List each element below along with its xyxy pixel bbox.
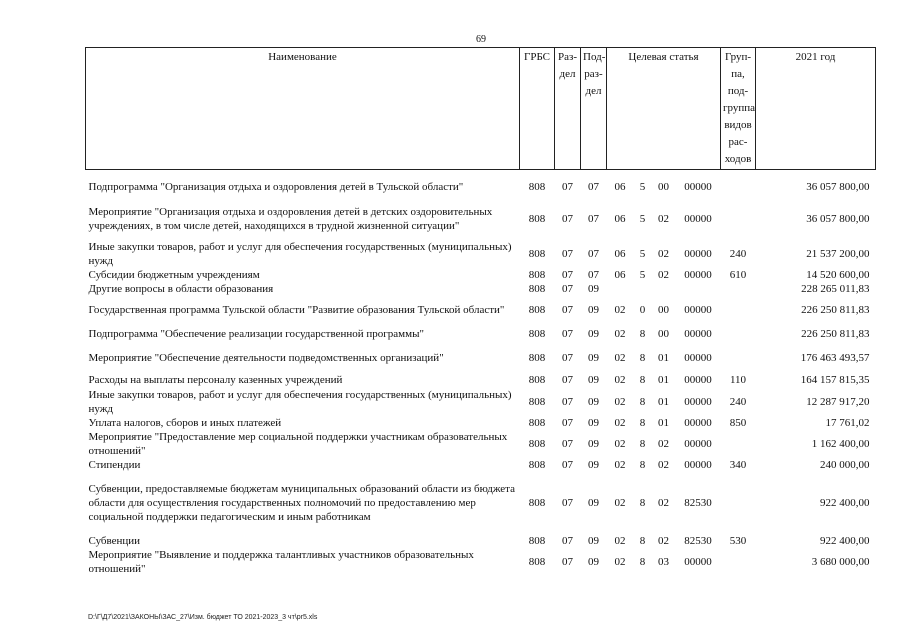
cell-sum: 226 250 811,83 (801, 328, 870, 340)
cell-rz: 07 (562, 374, 573, 386)
cell-t2: 8 (639, 556, 646, 568)
cell-name: Иные закупки товаров, работ и услуг для обеспечения государственных (муниципальных) нужд (88, 389, 512, 415)
cell-grbs: 808 (528, 328, 546, 340)
cell-sum: 228 265 011,83 (801, 283, 870, 295)
cell-sum: 21 537 200,00 (806, 248, 870, 260)
cell-t4: 00000 (684, 556, 712, 568)
cell-t1: 02 (614, 328, 626, 340)
table-row (86, 176, 876, 198)
cell-t4: 00000 (684, 396, 712, 408)
table-row (86, 240, 876, 268)
cell-t2: 5 (639, 213, 646, 225)
cell-t2 (634, 282, 652, 296)
cell-t4: 00000 (684, 459, 712, 471)
cell-sum: 36 057 800,00 (806, 181, 870, 193)
cell-t3: 01 (658, 417, 669, 429)
cell-grp: 240 (729, 248, 747, 260)
cell-t3: 02 (658, 438, 669, 450)
cell-t4: 00000 (684, 438, 712, 450)
header-razdel: Раз- дел (555, 48, 581, 170)
table-row (86, 458, 876, 472)
cell-name: Стипендии (88, 459, 141, 471)
table-row (86, 198, 876, 240)
cell-sum: 3 680 000,00 (811, 556, 870, 568)
cell-rz: 07 (562, 248, 573, 260)
cell-t3: 00 (658, 181, 669, 193)
cell-t3: 00 (658, 328, 669, 340)
table-row (86, 472, 876, 534)
cell-rz: 07 (562, 181, 573, 193)
cell-pr: 09 (588, 352, 599, 364)
cell-name: Расходы на выплаты персоналу казенных учреждений (88, 374, 343, 386)
cell-t3 (652, 282, 676, 296)
cell-grp: 610 (729, 269, 747, 281)
header-name: Наименование (86, 48, 520, 170)
header-target: Целевая статья (607, 48, 721, 170)
cell-name: Мероприятие "Обеспечение деятельности подведомственных организаций" (88, 352, 444, 364)
cell-sum: 922 400,00 (820, 535, 870, 547)
cell-t1: 06 (614, 181, 626, 193)
cell-t3: 02 (658, 459, 669, 471)
header-year: 2021 год (756, 48, 876, 170)
cell-name: Субвенции (88, 535, 141, 547)
cell-grp (721, 296, 756, 324)
cell-grbs: 808 (528, 497, 546, 509)
cell-grp (721, 324, 756, 344)
cell-grbs: 808 (528, 283, 546, 295)
table-header-row (86, 48, 876, 170)
table-row (86, 534, 876, 548)
cell-t2: 5 (639, 269, 646, 281)
cell-name: Субвенции, предоставляемые бюджетам муниципальных образований области из бюджета области для осуществления государственных полномочий по предоставлению мер социальной поддержки педагогическим и иным работникам (88, 483, 515, 523)
cell-grbs: 808 (528, 304, 546, 316)
cell-t2: 8 (639, 438, 646, 450)
table-row (86, 430, 876, 458)
cell-name: Субсидии бюджетным учреждениям (88, 269, 260, 281)
cell-t2: 5 (639, 248, 646, 260)
cell-grp (721, 282, 756, 296)
cell-rz: 07 (562, 328, 573, 340)
cell-rz: 07 (562, 396, 573, 408)
cell-t1: 02 (614, 459, 626, 471)
cell-name: Подпрограмма "Обеспечение реализации государственной программы" (88, 328, 424, 340)
table-row (86, 344, 876, 372)
cell-rz: 07 (562, 283, 573, 295)
cell-t4: 00000 (684, 304, 712, 316)
cell-grp (721, 472, 756, 534)
cell-pr: 09 (588, 283, 599, 295)
cell-rz: 07 (562, 213, 573, 225)
cell-grbs: 808 (528, 352, 546, 364)
cell-t3: 01 (658, 352, 669, 364)
table-body (86, 170, 876, 577)
table-row (86, 296, 876, 324)
cell-grbs: 808 (528, 535, 546, 547)
cell-grbs: 808 (528, 396, 546, 408)
cell-grp (721, 198, 756, 240)
cell-t1 (607, 282, 634, 296)
cell-grp: 340 (729, 459, 747, 471)
cell-t2: 8 (639, 535, 646, 547)
cell-sum: 36 057 800,00 (806, 213, 870, 225)
cell-t4 (676, 282, 721, 296)
cell-t3: 02 (658, 248, 669, 260)
table-row (86, 268, 876, 282)
cell-t4: 00000 (684, 248, 712, 260)
cell-name: Мероприятие "Выявление и поддержка талантливых участников образовательных отношений" (88, 549, 474, 575)
cell-sum: 14 520 600,00 (806, 269, 870, 281)
cell-t4: 00000 (684, 328, 712, 340)
cell-t1: 06 (614, 248, 626, 260)
cell-grp: 240 (729, 396, 747, 408)
cell-t1: 06 (614, 213, 626, 225)
table-row (86, 416, 876, 430)
cell-pr: 09 (588, 497, 599, 509)
cell-grbs: 808 (528, 459, 546, 471)
cell-sum: 240 000,00 (820, 459, 870, 471)
cell-t4: 00000 (684, 417, 712, 429)
cell-name: Государственная программа Тульской области "Развитие образования Тульской области" (88, 304, 505, 316)
cell-rz: 07 (562, 535, 573, 547)
cell-name: Уплата налогов, сборов и иных платежей (88, 417, 282, 429)
table-row (86, 282, 876, 296)
cell-grbs: 808 (528, 417, 546, 429)
cell-t4: 00000 (684, 269, 712, 281)
cell-grp (721, 344, 756, 372)
cell-t1: 02 (614, 535, 626, 547)
cell-t2: 5 (639, 181, 646, 193)
cell-grbs: 808 (528, 181, 546, 193)
cell-grbs: 808 (528, 438, 546, 450)
cell-t1: 02 (614, 352, 626, 364)
cell-t2: 8 (639, 497, 646, 509)
header-group: Груп- па, под- группа видов рас- ходов (721, 48, 756, 170)
cell-rz: 07 (562, 417, 573, 429)
cell-t2: 8 (639, 396, 646, 408)
cell-grp (721, 548, 756, 576)
table-row (86, 548, 876, 576)
cell-pr: 09 (588, 374, 599, 386)
cell-rz: 07 (562, 352, 573, 364)
cell-t2: 8 (639, 374, 646, 386)
cell-name: Другие вопросы в области образования (88, 283, 274, 295)
cell-pr: 09 (588, 417, 599, 429)
cell-grp (721, 430, 756, 458)
footer-file-path: D:\Г\Д7\2021\ЗАКОНЫ\ЗАС_27\Изм. бюджет ТО 2021-2023_3 чт\pr5.xls (88, 614, 318, 621)
cell-sum: 12 287 917,20 (806, 396, 870, 408)
cell-t1: 06 (614, 269, 626, 281)
cell-name: Иные закупки товаров, работ и услуг для обеспечения государственных (муниципальных) нужд (88, 241, 512, 267)
cell-t3: 02 (658, 535, 669, 547)
cell-t3: 03 (658, 556, 669, 568)
header-podrazdel: Под- раз- дел (581, 48, 607, 170)
cell-t4: 82530 (684, 497, 712, 509)
cell-t2: 0 (639, 304, 646, 316)
cell-t3: 02 (658, 213, 669, 225)
cell-rz: 07 (562, 459, 573, 471)
cell-pr: 09 (588, 535, 599, 547)
cell-grbs: 808 (528, 213, 546, 225)
cell-pr: 09 (588, 304, 599, 316)
page-number: 69 (476, 34, 486, 45)
cell-t2: 8 (639, 328, 646, 340)
cell-t3: 01 (658, 396, 669, 408)
cell-t3: 02 (658, 497, 669, 509)
cell-grbs: 808 (528, 269, 546, 281)
cell-t3: 00 (658, 304, 669, 316)
cell-pr: 09 (588, 459, 599, 471)
cell-grp: 110 (729, 374, 747, 386)
cell-grp: 850 (729, 417, 747, 429)
budget-table (85, 47, 876, 576)
cell-pr: 09 (588, 438, 599, 450)
cell-sum: 226 250 811,83 (801, 304, 870, 316)
cell-rz: 07 (562, 269, 573, 281)
cell-pr: 07 (588, 181, 599, 193)
cell-t2: 8 (639, 352, 646, 364)
cell-rz: 07 (562, 438, 573, 450)
cell-grbs: 808 (528, 556, 546, 568)
cell-grp (721, 176, 756, 198)
cell-pr: 09 (588, 328, 599, 340)
cell-t1: 02 (614, 556, 626, 568)
cell-t4: 82530 (684, 535, 712, 547)
cell-name: Подпрограмма "Организация отдыха и оздоровления детей в Тульской области" (88, 181, 464, 193)
cell-t4: 00000 (684, 181, 712, 193)
cell-t4: 00000 (684, 374, 712, 386)
cell-grbs: 808 (528, 248, 546, 260)
cell-grp: 530 (729, 535, 747, 547)
budget-sheet (85, 47, 875, 576)
cell-t1: 02 (614, 438, 626, 450)
cell-pr: 09 (588, 556, 599, 568)
cell-name: Мероприятие "Организация отдыха и оздоровления детей в детских оздоровительных учреждениях, в том числе детей, находящихся в трудной жизненной ситуации" (88, 206, 493, 232)
cell-rz: 07 (562, 304, 573, 316)
cell-sum: 1 162 400,00 (811, 438, 870, 450)
cell-t1: 02 (614, 497, 626, 509)
cell-name: Мероприятие "Предоставление мер социальной поддержки участникам образовательных отношений" (88, 431, 508, 457)
table-row (86, 324, 876, 344)
cell-pr: 09 (588, 396, 599, 408)
cell-pr: 07 (588, 248, 599, 260)
cell-t3: 02 (658, 269, 669, 281)
cell-pr: 07 (588, 213, 599, 225)
cell-rz: 07 (562, 556, 573, 568)
cell-t1: 02 (614, 304, 626, 316)
cell-t1: 02 (614, 374, 626, 386)
cell-t4: 00000 (684, 352, 712, 364)
cell-t4: 00000 (684, 213, 712, 225)
cell-rz: 07 (562, 497, 573, 509)
cell-t3: 01 (658, 374, 669, 386)
cell-grbs: 808 (528, 374, 546, 386)
cell-sum: 164 157 815,35 (800, 374, 870, 386)
header-grbs: ГРБС (520, 48, 555, 170)
cell-pr: 07 (588, 269, 599, 281)
table-row (86, 372, 876, 388)
cell-sum: 17 761,02 (825, 417, 870, 429)
cell-t1: 02 (614, 417, 626, 429)
table-row (86, 388, 876, 416)
cell-t1: 02 (614, 396, 626, 408)
cell-sum: 922 400,00 (820, 497, 870, 509)
cell-t2: 8 (639, 459, 646, 471)
cell-t2: 8 (639, 417, 646, 429)
cell-sum: 176 463 493,57 (800, 352, 870, 364)
